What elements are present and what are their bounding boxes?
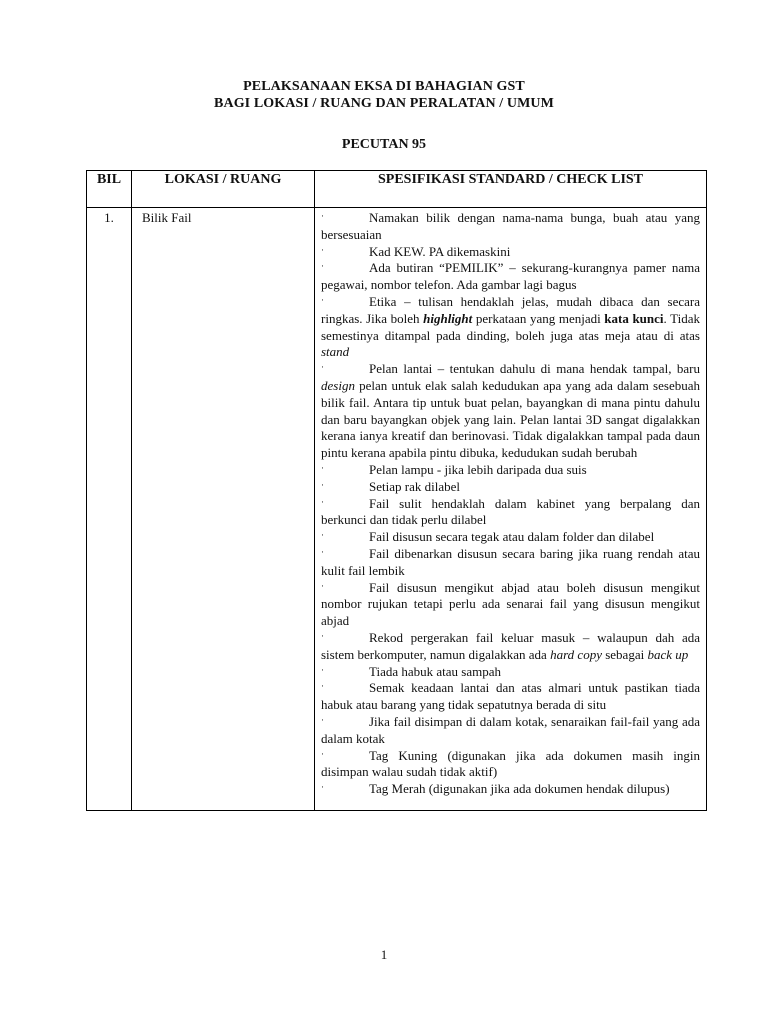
checklist-item — [321, 580, 700, 630]
checklist-item — [321, 664, 700, 681]
bullet-marker: · — [321, 294, 324, 305]
bullet-marker: · — [321, 362, 324, 373]
item-text-italic: stand — [321, 344, 350, 360]
checklist-item — [321, 260, 700, 294]
item-text: Fail sulit hendaklah dalam kabinet yang berpalang dan berkunci dan tidak perlu dilabel — [321, 495, 700, 528]
checklist-item — [321, 714, 700, 748]
checklist-item — [321, 781, 700, 798]
item-text: . Tidak semestinya ditampal pada dinding, boleh juga atas meja atau di atas — [321, 310, 701, 343]
item-text: Jika fail disimpan di dalam kotak, senaraikan fail-fail yang ada dalam kotak — [321, 713, 700, 746]
item-text: Tag Kuning (digunakan jika ada dokumen masih ingin disimpan walau sudah tidak aktif) — [321, 747, 700, 780]
bullet-marker: · — [321, 211, 324, 221]
item-text: Fail dibenarkan disusun secara baring jika ruang rendah atau kulit fail lembik — [321, 545, 700, 578]
item-text: Tiada habuk atau sampah — [369, 663, 502, 679]
column-header-lokasi: LOKASI / RUANG — [132, 171, 315, 208]
item-text: Setiap rak dilabel — [369, 478, 460, 494]
bullet-marker: · — [321, 261, 324, 272]
bullet-marker: · — [321, 496, 324, 507]
bullet-marker: · — [321, 782, 324, 793]
item-text: Tag Merah (digunakan jika ada dokumen hendak dilupus) — [369, 781, 670, 797]
checklist-item — [321, 630, 700, 664]
checklist-item — [321, 294, 700, 361]
checklist-item — [321, 462, 700, 479]
item-text-italic: hard copy — [550, 646, 602, 662]
bullet-marker: · — [321, 244, 324, 255]
item-text: Rekod pergerakan fail keluar masuk – walaupun dah ada sistem berkomputer, namun digalakkan ada — [321, 629, 700, 662]
item-text-bold: kata kunci — [604, 310, 664, 326]
item-text: Namakan bilik dengan nama-nama bunga, buah atau yang bersesuaian — [321, 210, 700, 242]
checklist-item — [321, 748, 700, 782]
item-text: Fail disusun secara tegak atau dalam folder dan dilabel — [369, 529, 655, 545]
column-header-spesifikasi: SPESIFIKASI STANDARD / CHECK LIST — [315, 171, 707, 208]
bullet-marker: · — [321, 580, 324, 591]
row-number: 1. — [87, 208, 132, 811]
pecutan-heading: PECUTAN 95 — [341, 137, 427, 152]
item-text: Semak keadaan lantai dan atas almari untuk pastikan tiada habuk atau barang yang tidak sepatutnya berada di situ — [321, 680, 700, 713]
item-text: perkataan yang menjadi — [472, 310, 605, 326]
bullet-marker: · — [321, 546, 324, 557]
page-number: 1 — [380, 947, 388, 962]
item-text: Kad KEW. PA dikemaskini — [369, 243, 511, 259]
item-text-italic: design — [321, 377, 355, 393]
item-text: Ada butiran “PEMILIK” – sekurang-kurangnya pamer nama pegawai, nombor telefon. Ada gambar lagi bagus — [321, 260, 700, 293]
bullet-marker: · — [321, 630, 324, 641]
table-header-row — [87, 171, 707, 208]
document-title-line-2: BAGI LOKASI / RUANG DAN PERALATAN / UMUM — [214, 96, 554, 111]
checklist-item — [321, 680, 700, 714]
item-text: Pelan lantai – tentukan dahulu di mana hendak tampal, baru — [369, 361, 700, 377]
bullet-marker: · — [321, 462, 324, 473]
document-title-block — [0, 78, 768, 112]
row-location: Bilik Fail — [132, 208, 315, 811]
document-title-line-1: PELAKSANAAN EKSA DI BAHAGIAN GST — [243, 79, 525, 94]
bullet-marker: · — [321, 748, 324, 759]
bullet-marker: · — [321, 664, 324, 675]
checklist-item — [321, 479, 700, 496]
spec-checklist-cell — [315, 208, 707, 811]
checklist-item — [321, 529, 700, 546]
item-text-emphasis: highlight — [423, 310, 473, 326]
bullet-marker: · — [321, 681, 324, 692]
checklist-item — [321, 210, 700, 244]
item-text-italic: back up — [647, 646, 689, 662]
checklist-item — [321, 244, 700, 261]
bullet-marker: · — [321, 530, 324, 541]
item-text: Pelan lampu - jika lebih daripada dua suis — [369, 461, 587, 477]
checklist-item — [321, 361, 700, 462]
checklist-table — [86, 170, 707, 811]
item-text: Etika – tulisan hendaklah jelas, mudah dibaca dan secara ringkas. Jika boleh — [321, 293, 700, 326]
bullet-marker: · — [321, 714, 324, 725]
item-text: sebagai — [601, 646, 648, 662]
checklist-item — [321, 496, 700, 530]
table-row — [87, 208, 707, 811]
item-text: Fail disusun mengikut abjad atau boleh disusun mengikut nombor rujukan tetapi perlu ada senarai fail yang disusun mengikut abjad — [321, 579, 700, 629]
bullet-marker: · — [321, 479, 324, 490]
item-text: pelan untuk elak salah kedudukan apa yang ada dalam sesebuah bilik fail. Antara tip untuk buat pelan, bayangkan di mana pintu dahulu dan baru bayangkan objek yang lain. Pelan lantai 3D sangat digalakkan kerana ianya kreatif dan berinovasi. Tidak digalakkan tampal pada daun pintu kerana apabila pintu dibuka, kedudukan sudah berubah — [321, 377, 700, 461]
column-header-bil: BIL — [87, 171, 132, 208]
checklist-item — [321, 546, 700, 580]
